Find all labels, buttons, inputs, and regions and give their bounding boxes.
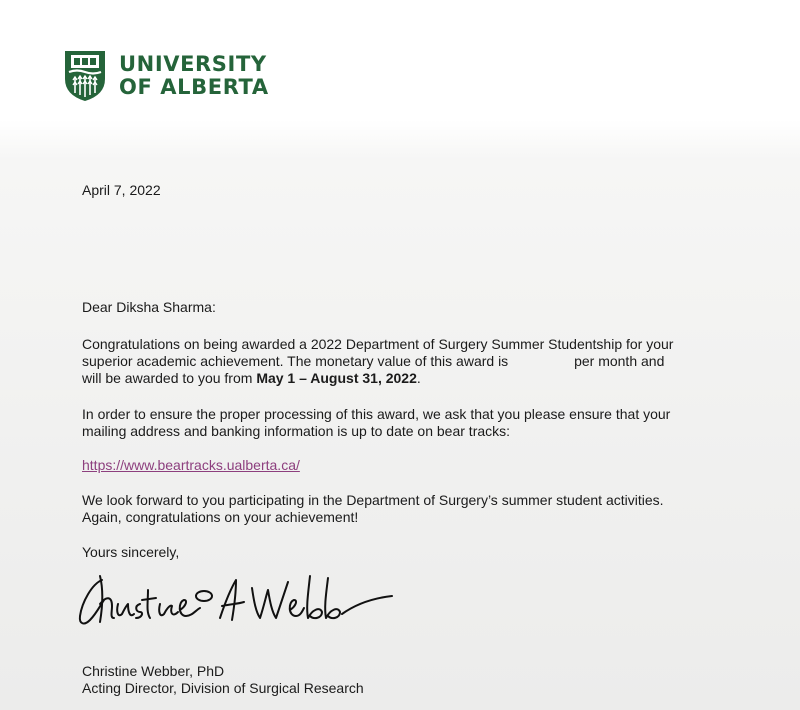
- link-line: [82, 457, 300, 474]
- award-line-2-start: superior academic achievement. The monetary value of this award is: [82, 353, 509, 369]
- award-line-2-end: per month and: [574, 353, 665, 369]
- award-period: May 1 – August 31, 2022: [256, 370, 417, 386]
- award-line-3-end: .: [416, 370, 421, 386]
- award-line-3: [82, 370, 673, 387]
- closing-line-1: We look forward to you participating in the Department of Surgery’s summer student activities.: [82, 492, 664, 508]
- wordmark-line-2: OF ALBERTA: [119, 75, 269, 99]
- signer-title: Acting Director, Division of Surgical Research: [82, 680, 364, 696]
- award-line-1: Congratulations on being awarded a 2022 Department of Surgery Summer Studentship for your: [82, 336, 674, 352]
- beartracks-link[interactable]: https://www.beartracks.ualberta.ca/: [82, 457, 300, 473]
- processing-line-2: mailing address and banking information is up to date on bear tracks:: [82, 423, 511, 439]
- handwritten-signature: [74, 566, 394, 636]
- processing-paragraph: [82, 406, 670, 440]
- signer-name: Christine Webber, PhD: [82, 663, 225, 679]
- signer-block: [82, 663, 364, 697]
- letter-date: April 7, 2022: [82, 182, 161, 198]
- award-line-3-start: will be awarded to you from: [82, 370, 253, 386]
- university-logo: [63, 49, 269, 103]
- closing-paragraph: [82, 492, 664, 526]
- complimentary-close: Yours sincerely,: [82, 544, 180, 560]
- award-paragraph: [82, 336, 673, 387]
- university-wordmark: [119, 53, 269, 99]
- closing-line-2: Again, congratulations on your achievement!: [82, 509, 359, 525]
- wordmark-line-1: UNIVERSITY: [119, 52, 267, 76]
- processing-line-1: In order to ensure the proper processing of this award, we ask that you please ensure that your: [82, 406, 671, 422]
- award-line-2: [82, 353, 673, 370]
- salutation: Dear Diksha Sharma:: [82, 299, 216, 315]
- university-crest-icon: [63, 49, 107, 103]
